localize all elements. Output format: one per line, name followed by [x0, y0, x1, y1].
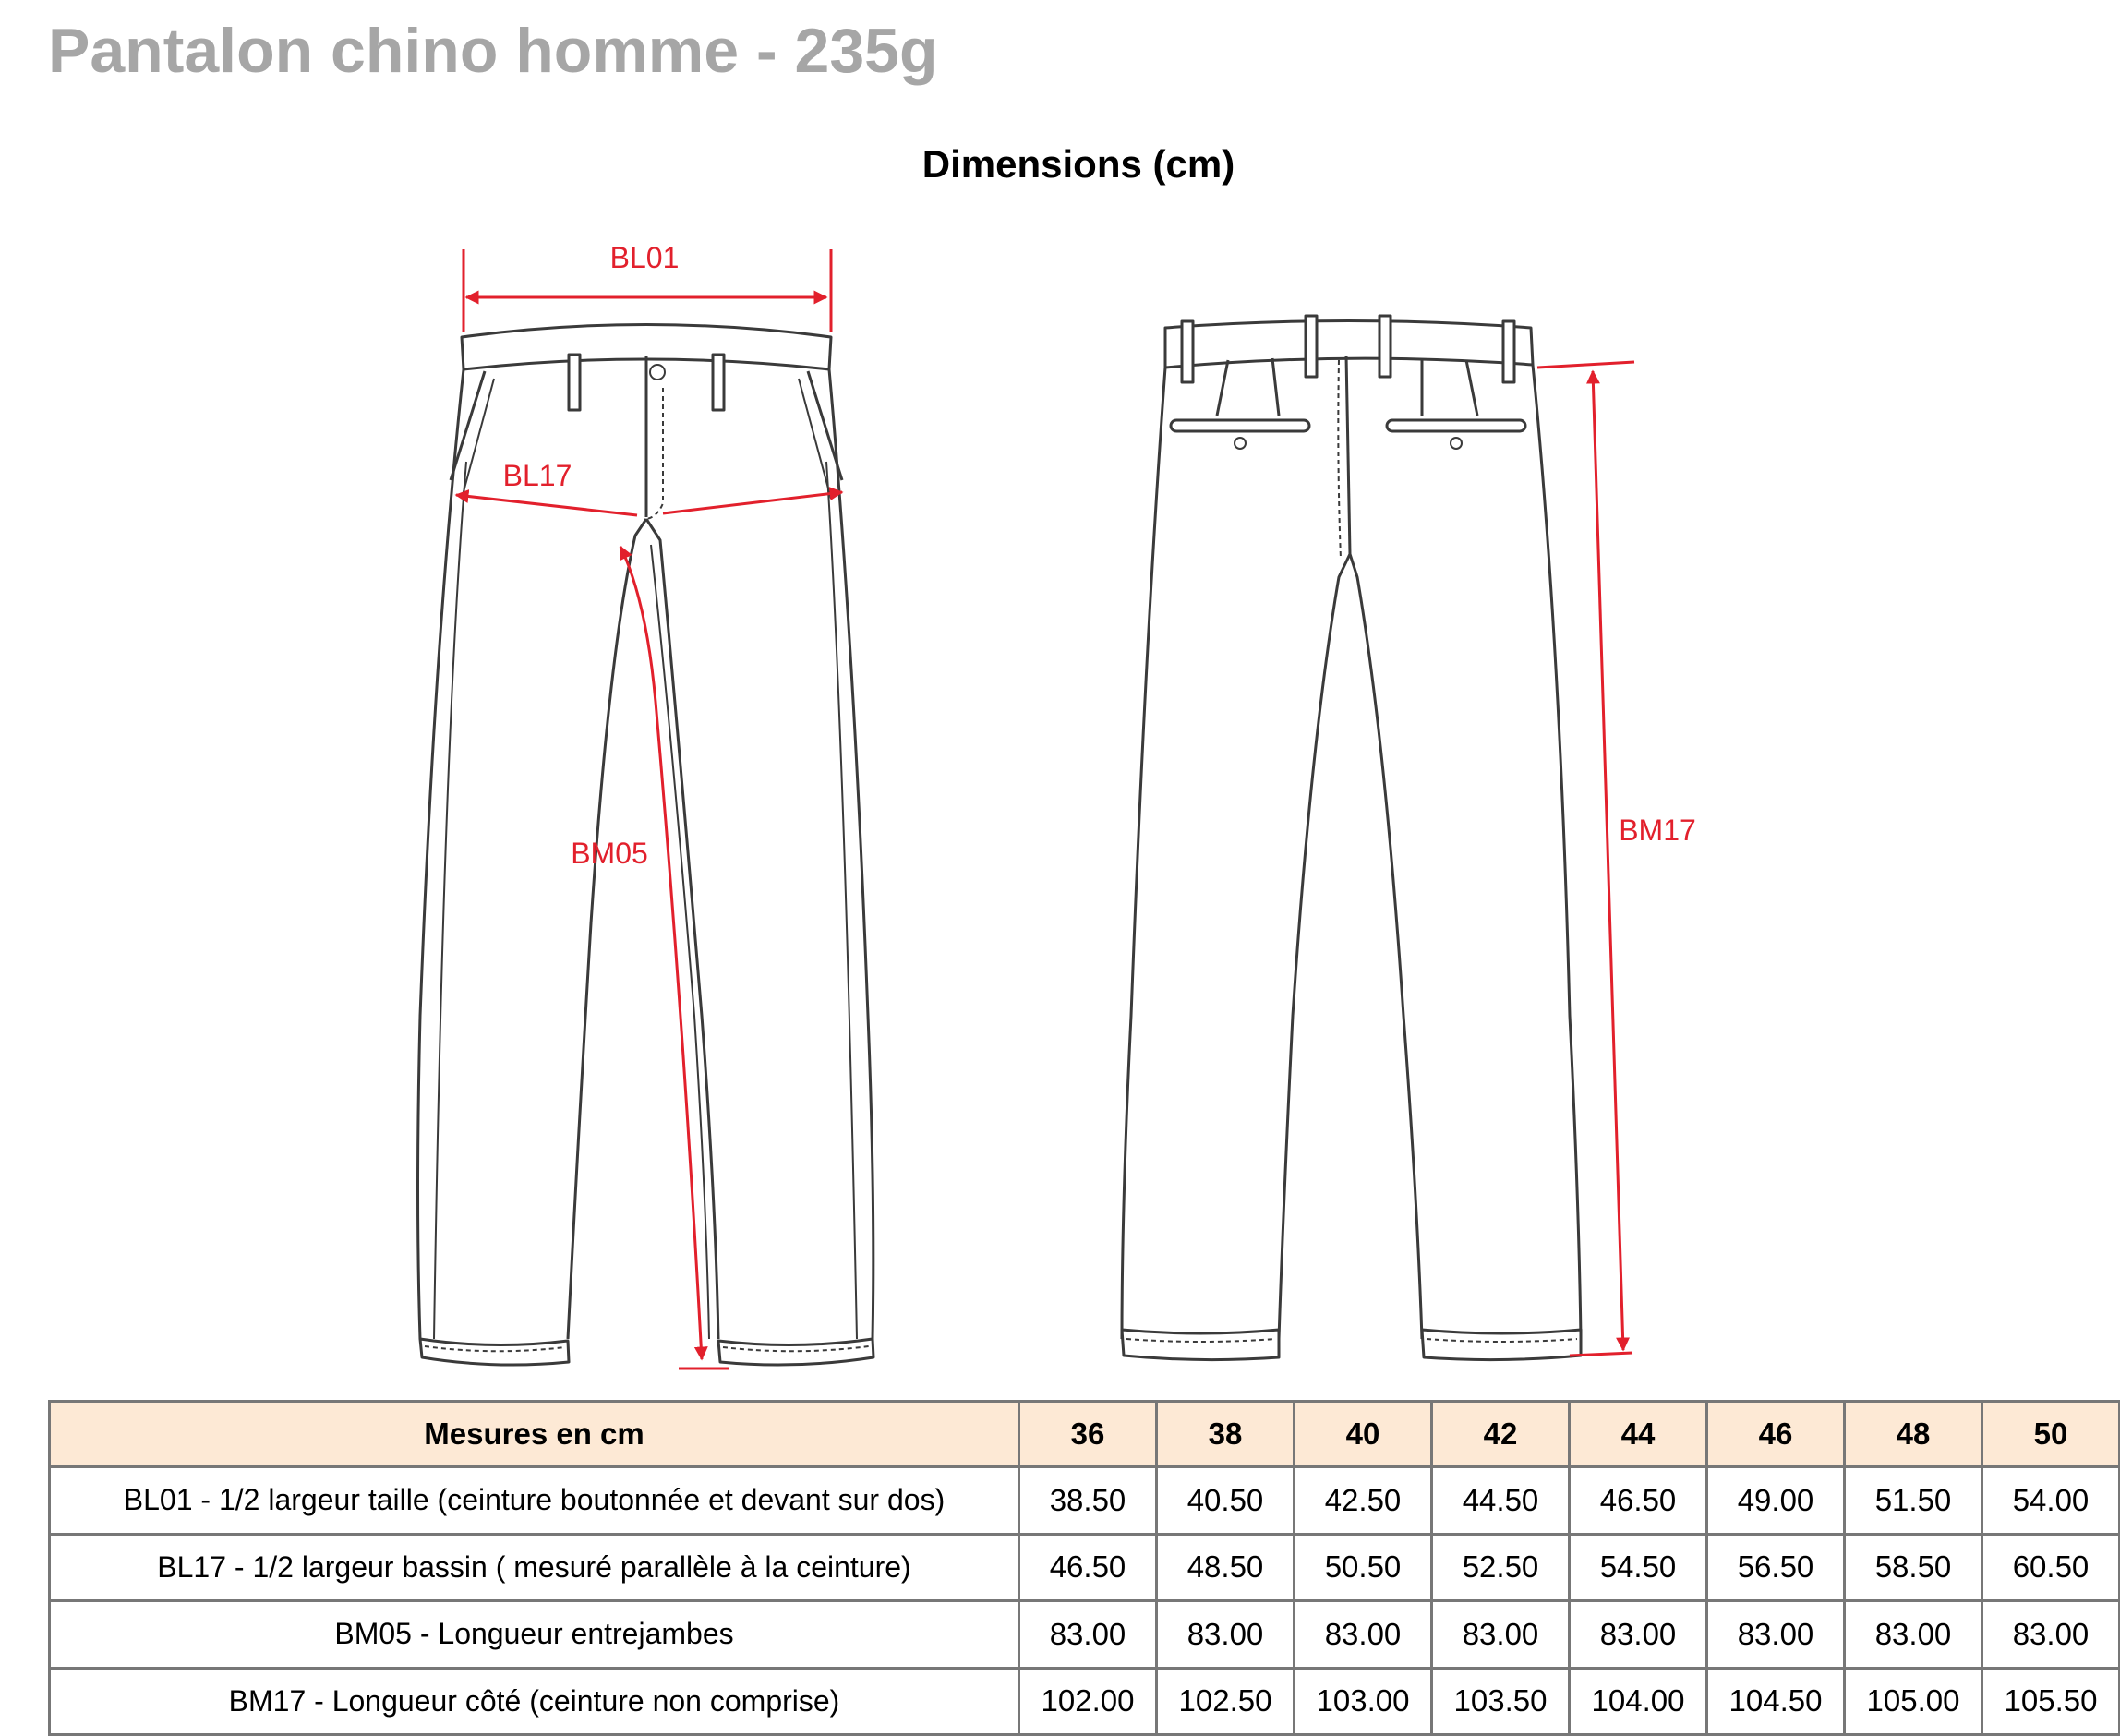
table-cell: 83.00 — [1707, 1601, 1845, 1669]
table-cell: 42.50 — [1295, 1467, 1432, 1535]
table-cell: 49.00 — [1707, 1467, 1845, 1535]
label-bl17: BL17 — [502, 459, 572, 492]
table-row — [50, 1534, 2120, 1601]
table-row — [50, 1668, 2120, 1735]
table-cell: 83.00 — [1019, 1601, 1157, 1669]
table-cell: 83.00 — [1570, 1601, 1707, 1669]
table-cell: 83.00 — [1295, 1601, 1432, 1669]
page-title: Pantalon chino homme - 235g — [48, 16, 938, 86]
size-header: 40 — [1295, 1402, 1432, 1467]
table-cell: 102.00 — [1019, 1668, 1157, 1735]
table-cell: 44.50 — [1432, 1467, 1570, 1535]
label-bl01: BL01 — [609, 241, 680, 274]
table-cell: 48.50 — [1157, 1534, 1295, 1601]
size-header: 38 — [1157, 1402, 1295, 1467]
size-header: 44 — [1570, 1402, 1707, 1467]
table-cell: 105.00 — [1845, 1668, 1982, 1735]
header-label: Mesures en cm — [50, 1402, 1019, 1467]
row-label: BM05 - Longueur entrejambes — [50, 1601, 1019, 1669]
size-header: 46 — [1707, 1402, 1845, 1467]
row-label: BL01 - 1/2 largeur taille (ceinture boutonnée et devant sur dos) — [50, 1467, 1019, 1535]
table-cell: 54.00 — [1982, 1467, 2120, 1535]
table-cell: 105.50 — [1982, 1668, 2120, 1735]
size-header: 50 — [1982, 1402, 2120, 1467]
table-cell: 58.50 — [1845, 1534, 1982, 1601]
size-header: 42 — [1432, 1402, 1570, 1467]
table-cell: 83.00 — [1845, 1601, 1982, 1669]
label-bm17: BM17 — [1619, 814, 1696, 847]
table-cell: 54.50 — [1570, 1534, 1707, 1601]
table-cell: 60.50 — [1982, 1534, 2120, 1601]
table-cell: 103.50 — [1432, 1668, 1570, 1735]
size-header: 48 — [1845, 1402, 1982, 1467]
table-row — [50, 1467, 2120, 1535]
label-bm05: BM05 — [571, 837, 648, 870]
table-cell: 40.50 — [1157, 1467, 1295, 1535]
table-cell: 51.50 — [1845, 1467, 1982, 1535]
table-row — [50, 1601, 2120, 1669]
table-cell: 104.00 — [1570, 1668, 1707, 1735]
section-heading: Dimensions (cm) — [921, 142, 1235, 186]
table-cell: 46.50 — [1019, 1534, 1157, 1601]
table-header-row — [50, 1402, 2120, 1467]
table-cell: 83.00 — [1982, 1601, 2120, 1669]
table-cell: 104.50 — [1707, 1668, 1845, 1735]
table-cell: 103.00 — [1295, 1668, 1432, 1735]
table-cell: 38.50 — [1019, 1467, 1157, 1535]
size-chart-table — [48, 1400, 2120, 1736]
table-cell: 83.00 — [1157, 1601, 1295, 1669]
row-label: BL17 - 1/2 largeur bassin ( mesuré parallèle à la ceinture) — [50, 1534, 1019, 1601]
table-cell: 83.00 — [1432, 1601, 1570, 1669]
size-header: 36 — [1019, 1402, 1157, 1467]
back-measure-lines — [1537, 362, 1634, 1356]
table-cell: 56.50 — [1707, 1534, 1845, 1601]
front-measure-lines — [456, 249, 842, 1368]
row-label: BM17 - Longueur côté (ceinture non comprise) — [50, 1668, 1019, 1735]
back-view-trousers — [1122, 316, 1581, 1360]
table-cell: 46.50 — [1570, 1467, 1707, 1535]
table-cell: 52.50 — [1432, 1534, 1570, 1601]
table-cell: 102.50 — [1157, 1668, 1295, 1735]
table-cell: 50.50 — [1295, 1534, 1432, 1601]
